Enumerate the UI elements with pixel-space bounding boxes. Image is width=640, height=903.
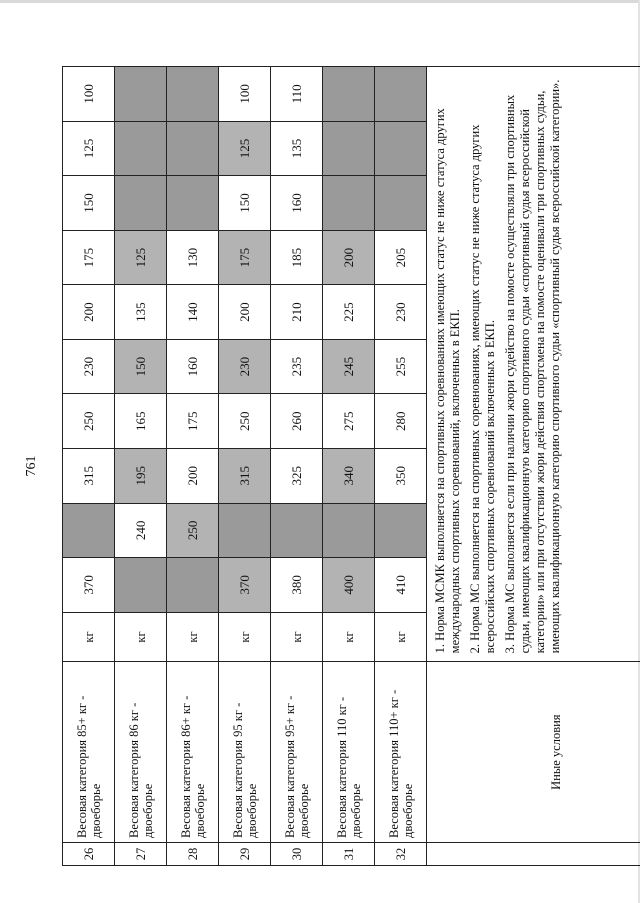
norm-value-cell (323, 176, 375, 231)
empty-number-cell (427, 842, 640, 865)
norm-value-cell (167, 176, 219, 231)
row-number: 31 (323, 842, 375, 865)
norm-value-cell: 130 (167, 230, 219, 285)
norm-value-cell: 100 (63, 67, 115, 122)
table-row (219, 67, 271, 866)
condition-note: 1. Норма МСМК выполняется на спортивных соревнованиях имеющих статус не ниже статуса других международных спортивных соревнований, включенных в ЕКП. (433, 108, 462, 654)
norm-value-cell: 250 (167, 503, 219, 558)
norm-value-cell: 250 (63, 394, 115, 449)
unit-cell: кг (167, 612, 219, 662)
norm-value-cell (115, 67, 167, 122)
norms-table (62, 66, 640, 866)
norm-value-cell (375, 67, 427, 122)
norm-value-cell: 315 (63, 448, 115, 503)
norm-value-cell (63, 503, 115, 558)
page-number: 761 (24, 455, 39, 477)
other-conditions-row (427, 67, 640, 866)
table-row (167, 67, 219, 866)
norm-value-cell: 250 (219, 394, 271, 449)
norm-value-cell: 140 (167, 285, 219, 340)
weight-category-name: Весовая категория 110+ кг - двоеборье (375, 662, 427, 843)
unit-cell: кг (219, 612, 271, 662)
norm-value-cell (271, 503, 323, 558)
norm-value-cell: 340 (323, 448, 375, 503)
table-row (63, 67, 115, 866)
weight-category-name: Весовая категория 95+ кг - двоеборье (271, 662, 323, 843)
rotated-page-content (24, 66, 582, 866)
table-row (375, 67, 427, 866)
norm-value-cell: 235 (271, 339, 323, 394)
norm-value-cell: 135 (271, 121, 323, 176)
norm-value-cell (115, 176, 167, 231)
norm-value-cell (115, 121, 167, 176)
norm-value-cell: 325 (271, 448, 323, 503)
table-row (115, 67, 167, 866)
norm-value-cell: 100 (219, 67, 271, 122)
row-number: 26 (63, 842, 115, 865)
norm-value-cell: 200 (219, 285, 271, 340)
unit-cell: кг (271, 612, 323, 662)
norm-value-cell (323, 503, 375, 558)
row-number: 28 (167, 842, 219, 865)
unit-cell: кг (115, 612, 167, 662)
norm-value-cell (323, 67, 375, 122)
weight-category-name: Весовая категория 110 кг - двоеборье (323, 662, 375, 843)
condition-note: 2. Норма МС выполняется на спортивных соревнованиях, имеющих статус не ниже статуса других всероссийских спортивных соревнований включенных в ЕКП. (468, 124, 497, 654)
norm-value-cell: 255 (375, 339, 427, 394)
norm-value-cell: 230 (63, 339, 115, 394)
norm-value-cell: 370 (63, 558, 115, 613)
unit-cell: кг (323, 612, 375, 662)
norm-value-cell (167, 121, 219, 176)
condition-note: 3. Норма МС выполняется если при наличии жюри судейство на помосте осуществляли три спортивных судьи, имеющих квалификационную категорию спортивного судьи «спортивный судья всероссийской категории» или при отсутствии жюри действия спортсмена на помосте оценивали три спортивных судьи, имеющих квалификационную категорию спортивного судьи «спортивный судья всероссийской категории». (503, 79, 562, 654)
norm-value-cell: 245 (323, 339, 375, 394)
norm-value-cell (167, 558, 219, 613)
norm-value-cell: 400 (323, 558, 375, 613)
row-number: 27 (115, 842, 167, 865)
norm-value-cell: 275 (323, 394, 375, 449)
unit-cell: кг (63, 612, 115, 662)
norm-value-cell: 165 (115, 394, 167, 449)
norm-value-cell: 125 (63, 121, 115, 176)
norm-value-cell: 225 (323, 285, 375, 340)
norm-value-cell: 175 (219, 230, 271, 285)
weight-category-name: Весовая категория 85+ кг - двоеборье (63, 662, 115, 843)
norm-value-cell: 185 (271, 230, 323, 285)
norm-value-cell: 200 (167, 448, 219, 503)
table-row (323, 67, 375, 866)
norm-value-cell: 380 (271, 558, 323, 613)
norm-value-cell (375, 503, 427, 558)
norm-value-cell (375, 121, 427, 176)
other-conditions-notes (427, 67, 640, 662)
norm-value-cell (323, 121, 375, 176)
weight-category-name: Весовая категория 86 кг - двоеборье (115, 662, 167, 843)
norm-value-cell: 370 (219, 558, 271, 613)
norm-value-cell: 135 (115, 285, 167, 340)
norm-value-cell (219, 503, 271, 558)
table-row (271, 67, 323, 866)
norm-value-cell: 210 (271, 285, 323, 340)
weight-category-name: Весовая категория 95 кг - двоеборье (219, 662, 271, 843)
norm-value-cell: 200 (323, 230, 375, 285)
row-number: 30 (271, 842, 323, 865)
norm-value-cell: 260 (271, 394, 323, 449)
norm-value-cell: 280 (375, 394, 427, 449)
norm-value-cell: 230 (219, 339, 271, 394)
scan-edge-top (0, 0, 640, 3)
weight-category-name: Весовая категория 86+ кг - двоеборье (167, 662, 219, 843)
norm-value-cell: 410 (375, 558, 427, 613)
norm-value-cell: 160 (167, 339, 219, 394)
norm-value-cell: 175 (63, 230, 115, 285)
norm-value-cell: 175 (167, 394, 219, 449)
norm-value-cell: 240 (115, 503, 167, 558)
unit-cell: кг (375, 612, 427, 662)
norm-value-cell: 350 (375, 448, 427, 503)
norm-value-cell: 150 (115, 339, 167, 394)
norm-value-cell: 150 (219, 176, 271, 231)
norm-value-cell: 205 (375, 230, 427, 285)
other-conditions-label: Иные условия (427, 662, 640, 843)
norm-value-cell (375, 176, 427, 231)
norm-value-cell (115, 558, 167, 613)
norm-value-cell: 150 (63, 176, 115, 231)
norm-value-cell (167, 67, 219, 122)
norm-value-cell: 200 (63, 285, 115, 340)
norm-value-cell: 195 (115, 448, 167, 503)
norm-value-cell: 110 (271, 67, 323, 122)
norm-value-cell: 315 (219, 448, 271, 503)
row-number: 32 (375, 842, 427, 865)
row-number: 29 (219, 842, 271, 865)
norm-value-cell: 230 (375, 285, 427, 340)
norm-value-cell: 160 (271, 176, 323, 231)
norm-value-cell: 125 (115, 230, 167, 285)
norm-value-cell: 125 (219, 121, 271, 176)
